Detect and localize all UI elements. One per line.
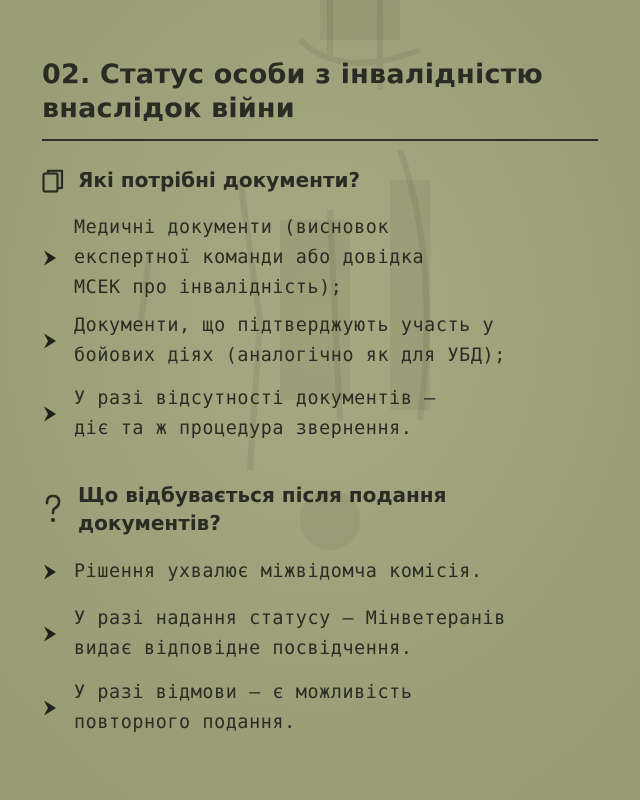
list-item xyxy=(40,213,610,303)
section-after-title: Що відбувається після подання документів? xyxy=(78,483,447,535)
chevron-right-icon xyxy=(40,624,62,644)
section-after-heading xyxy=(40,481,600,537)
list-item-text: Рішення ухвалює міжвідомча комісія. xyxy=(74,561,483,582)
list-item-text: У разі відмови – є можливість повторного подання. xyxy=(74,682,413,733)
list-item-text: У разі надання статусу – Мінветеранів видає відповідне посвідчення. xyxy=(74,608,506,659)
title-divider xyxy=(42,139,598,141)
chevron-right-icon xyxy=(40,404,62,424)
page-title xyxy=(42,58,602,126)
list-item-text: У разі відсутності документів – діє та ж процедура звернення. xyxy=(74,388,436,439)
page-title-text: 02. Статус особи з інвалідністю внаслідок війни xyxy=(42,59,543,124)
chevron-right-icon xyxy=(40,562,62,582)
list-item xyxy=(40,678,610,738)
chevron-right-icon xyxy=(40,248,62,268)
document-icon xyxy=(40,166,66,196)
question-icon xyxy=(40,481,66,537)
list-item xyxy=(40,557,610,587)
list-item-text: Медичні документи (висновок експертної команди або довідка МСЕК про інвалідність); xyxy=(74,217,425,298)
list-item xyxy=(40,604,610,664)
chevron-right-icon xyxy=(40,698,62,718)
section-documents-heading xyxy=(40,166,600,196)
chevron-right-icon xyxy=(40,331,62,351)
list-item-text: Документи, що підтверджують участь у бойових діях (аналогічно як для УБД); xyxy=(74,315,506,366)
list-item xyxy=(40,384,610,444)
section-documents-title: Які потрібні документи? xyxy=(78,168,361,192)
list-item xyxy=(40,311,610,371)
